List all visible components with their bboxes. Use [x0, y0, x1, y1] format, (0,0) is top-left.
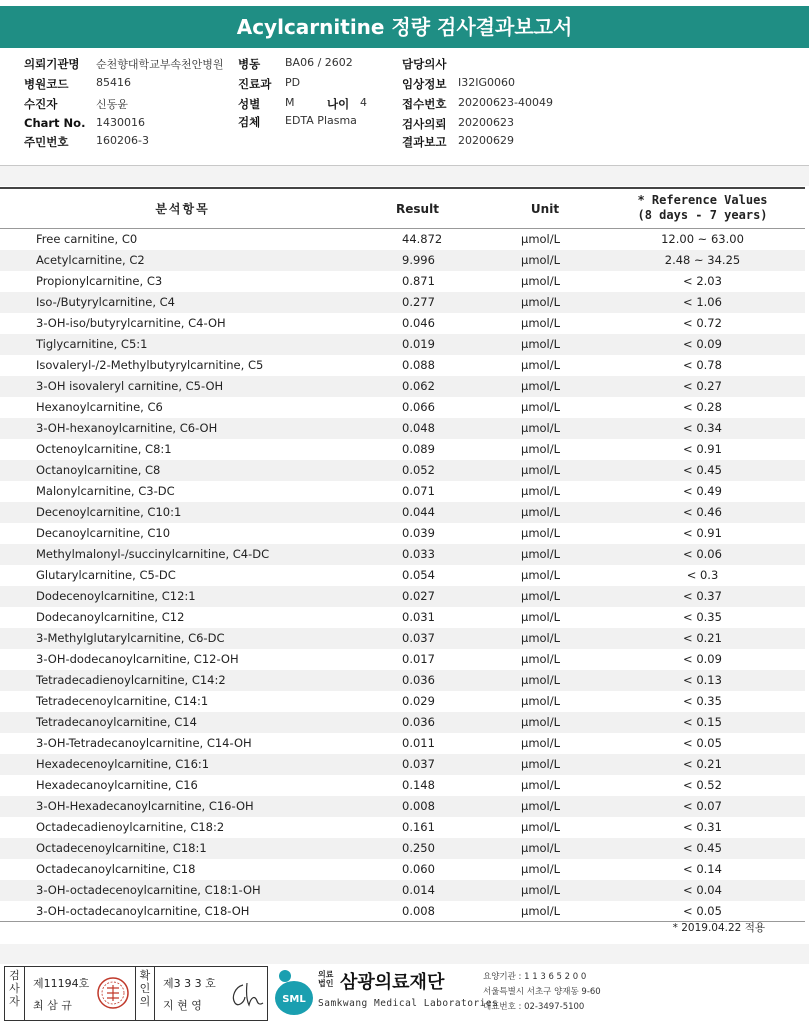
footer-band [0, 944, 809, 964]
unit-value: μmol/L [521, 526, 561, 540]
table-row [0, 796, 805, 817]
confirmer-name: 지 현 영 [163, 999, 202, 1012]
reference-value: < 0.13 [683, 673, 722, 687]
ward-label: 병동 [238, 57, 261, 71]
hospital-label: 의뢰기관명 [24, 57, 80, 71]
sex-value: M [285, 96, 295, 109]
reference-value: < 0.52 [683, 778, 722, 792]
table-row [0, 712, 805, 733]
reference-value: < 0.91 [683, 442, 722, 456]
reference-value: < 0.37 [683, 589, 722, 603]
analyte-name: 3-OH-dodecanoylcarnitine, C12-OH [36, 652, 239, 666]
reference-value: 2.48 ~ 34.25 [664, 253, 741, 267]
result-value: 0.062 [402, 379, 435, 393]
analyte-name: Octanoylcarnitine, C8 [36, 463, 161, 477]
analyte-name: 3-Methylglutarylcarnitine, C6-DC [36, 631, 225, 645]
analyte-name: Iso-/Butyrylcarnitine, C4 [36, 295, 175, 309]
table-row [0, 313, 805, 334]
result-value: 0.014 [402, 883, 435, 897]
unit-value: μmol/L [521, 463, 561, 477]
hospital-code-value: 85416 [96, 76, 131, 89]
reference-value: < 0.05 [683, 736, 722, 750]
patient-info-section [0, 48, 809, 166]
unit-value: μmol/L [521, 316, 561, 330]
result-value: 0.148 [402, 778, 435, 792]
tester-license: 제11194호 [33, 977, 90, 990]
reference-value: < 0.34 [683, 421, 722, 435]
table-row [0, 523, 805, 544]
reference-value: < 0.07 [683, 799, 722, 813]
patient-value: 신동윤 [96, 98, 128, 111]
result-value: 0.250 [402, 841, 435, 855]
table-row [0, 229, 805, 250]
reference-value: < 0.14 [683, 862, 722, 876]
unit-value: μmol/L [521, 715, 561, 729]
analyte-name: 3-OH-iso/butyrylcarnitine, C4-OH [36, 316, 226, 330]
table-row [0, 649, 805, 670]
unit-value: μmol/L [521, 295, 561, 309]
chart-no-label: Chart No. [24, 116, 86, 130]
unit-value: μmol/L [521, 274, 561, 288]
header-result: Result [396, 202, 439, 216]
result-value: 0.036 [402, 715, 435, 729]
reference-value: < 0.72 [683, 316, 722, 330]
reference-value: < 0.09 [683, 337, 722, 351]
sex-label: 성별 [238, 97, 261, 111]
unit-value: μmol/L [521, 442, 561, 456]
patient-label: 수진자 [24, 97, 58, 111]
report-date-value: 20200629 [458, 134, 514, 147]
header-reference [600, 189, 805, 229]
table-row [0, 817, 805, 838]
result-value: 0.060 [402, 862, 435, 876]
analyte-name: Malonylcarnitine, C3-DC [36, 484, 175, 498]
table-row [0, 733, 805, 754]
table-row [0, 565, 805, 586]
result-value: 0.011 [402, 736, 435, 750]
header-reference-line2: (8 days - 7 years) [637, 208, 768, 222]
unit-value: μmol/L [521, 589, 561, 603]
table-row [0, 838, 805, 859]
specimen-label: 검체 [238, 115, 261, 129]
reference-value: < 0.45 [683, 463, 722, 477]
table-body [0, 229, 805, 922]
reference-value: < 0.35 [683, 694, 722, 708]
reference-value: < 0.46 [683, 505, 722, 519]
resident-no-label: 주민번호 [24, 135, 69, 149]
table-row [0, 901, 805, 922]
doctor-label: 담당의사 [402, 57, 447, 71]
table-row [0, 544, 805, 565]
reference-value: 12.00 ~ 63.00 [661, 232, 744, 246]
unit-value: μmol/L [521, 505, 561, 519]
tester-label: 검 사 자 [5, 967, 25, 1020]
results-table [0, 187, 805, 922]
analyte-name: Dodecanoylcarnitine, C12 [36, 610, 185, 624]
unit-value: μmol/L [521, 757, 561, 771]
receipt-no-value: 20200623-40049 [458, 96, 553, 109]
table-row [0, 376, 805, 397]
resident-no-value: 160206-3 [96, 134, 149, 147]
hospital-code-label: 병원코드 [24, 77, 69, 91]
ward-value: BA06 / 2602 [285, 56, 353, 69]
reference-value: < 0.91 [683, 526, 722, 540]
hospital-value: 순천향대학교부속천안병원 [96, 58, 224, 71]
analyte-name: Tetradecenoylcarnitine, C14:1 [36, 694, 209, 708]
reference-value: < 0.3 [686, 568, 719, 582]
unit-value: μmol/L [521, 862, 561, 876]
confirmer-label: 확 인 의 [135, 967, 155, 1020]
sml-logo-icon [272, 968, 314, 1018]
analyte-name: Octadecadienoylcarnitine, C18:2 [36, 820, 225, 834]
analyte-name: Hexadecanoylcarnitine, C16 [36, 778, 198, 792]
analyte-name: 3-OH-Tetradecanoylcarnitine, C14-OH [36, 736, 252, 750]
separator-band [0, 166, 809, 186]
unit-value: μmol/L [521, 841, 561, 855]
reference-value: < 0.31 [683, 820, 722, 834]
result-value: 0.008 [402, 904, 435, 918]
result-value: 0.054 [402, 568, 435, 582]
reference-value: < 0.45 [683, 841, 722, 855]
analyte-name: Tetradecanoylcarnitine, C14 [36, 715, 197, 729]
confirmer-license: 제3 3 3 호 [163, 977, 216, 990]
lab-name-english: Samkwang Medical Laboratories [318, 998, 499, 1009]
reference-value: < 1.06 [683, 295, 722, 309]
lab-name-korean: 삼광의료재단 [340, 972, 445, 993]
reference-value: < 0.35 [683, 610, 722, 624]
svg-text:SML: SML [282, 994, 306, 1005]
analyte-name: Isovaleryl-/2-Methylbutyrylcarnitine, C5 [36, 358, 264, 372]
table-row [0, 334, 805, 355]
analyte-name: Octadecanoylcarnitine, C18 [36, 862, 196, 876]
footnote: * 2019.04.22 적용 [672, 922, 765, 934]
result-value: 0.019 [402, 337, 435, 351]
unit-value: μmol/L [521, 484, 561, 498]
result-value: 0.066 [402, 400, 435, 414]
age-label: 나이 [327, 97, 350, 111]
table-row [0, 859, 805, 880]
analyte-name: Glutarylcarnitine, C5-DC [36, 568, 176, 582]
report-date-label: 결과보고 [402, 135, 447, 149]
header-unit: Unit [530, 202, 560, 216]
analyte-name: Decanoylcarnitine, C10 [36, 526, 171, 540]
clinical-info-value: I32IG0060 [458, 76, 516, 89]
result-value: 0.037 [402, 631, 435, 645]
reference-value: < 0.06 [683, 547, 722, 561]
analyte-name: Decenoylcarnitine, C10:1 [36, 505, 182, 519]
unit-value: μmol/L [521, 673, 561, 687]
analyte-name: Tetradecadienoylcarnitine, C14:2 [36, 673, 226, 687]
reference-value: < 2.03 [683, 274, 722, 288]
unit-value: μmol/L [521, 883, 561, 897]
result-value: 0.089 [402, 442, 435, 456]
reference-value: < 0.21 [683, 631, 722, 645]
analyte-name: Hexanoylcarnitine, C6 [36, 400, 163, 414]
analyte-name: Octenoylcarnitine, C8:1 [36, 442, 172, 456]
reference-value: < 0.27 [683, 379, 722, 393]
unit-value: μmol/L [521, 799, 561, 813]
table-row [0, 502, 805, 523]
result-value: 0.071 [402, 484, 435, 498]
result-value: 9.996 [402, 253, 435, 267]
lab-legal-label: 의료 법인 [318, 970, 334, 988]
result-value: 0.088 [402, 358, 435, 372]
header-reference-line1: * Reference Values [637, 193, 768, 207]
result-value: 0.029 [402, 694, 435, 708]
unit-value: μmol/L [521, 904, 561, 918]
department-label: 진료과 [238, 77, 272, 91]
result-value: 0.033 [402, 547, 435, 561]
table-row [0, 271, 805, 292]
analyte-name: Acetylcarnitine, C2 [36, 253, 145, 267]
unit-value: μmol/L [521, 736, 561, 750]
analyte-name: 3-OH-hexanoylcarnitine, C6-OH [36, 421, 218, 435]
table-row [0, 292, 805, 313]
table-row [0, 754, 805, 775]
department-value: PD [285, 76, 301, 89]
table-row [0, 481, 805, 502]
receipt-no-label: 접수번호 [402, 97, 447, 111]
result-value: 0.036 [402, 673, 435, 687]
clinical-info-label: 임상정보 [402, 77, 447, 91]
reference-value: < 0.28 [683, 400, 722, 414]
analyte-name: Methylmalonyl-/succinylcarnitine, C4-DC [36, 547, 270, 561]
lab-address: 서울특별시 서초구 양재동 9-60 [483, 987, 601, 997]
analyte-name: Tiglycarnitine, C5:1 [36, 337, 148, 351]
table-row [0, 355, 805, 376]
table-row [0, 418, 805, 439]
reference-value: < 0.21 [683, 757, 722, 771]
unit-value: μmol/L [521, 358, 561, 372]
signature-box [4, 966, 268, 1021]
result-value: 0.039 [402, 526, 435, 540]
lab-code: 요양기관 : 1 1 3 6 5 2 0 0 [483, 972, 587, 982]
result-value: 0.008 [402, 799, 435, 813]
unit-value: μmol/L [521, 421, 561, 435]
analyte-name: Dodecenoylcarnitine, C12:1 [36, 589, 196, 603]
result-value: 0.031 [402, 610, 435, 624]
table-row [0, 439, 805, 460]
unit-value: μmol/L [521, 400, 561, 414]
result-value: 0.161 [402, 820, 435, 834]
age-value: 4 [360, 96, 367, 109]
tester-seal-icon [95, 975, 131, 1011]
result-value: 0.277 [402, 295, 435, 309]
table-header [0, 187, 805, 229]
result-value: 0.044 [402, 505, 435, 519]
reference-value: < 0.04 [683, 883, 722, 897]
tester-name: 최 삼 규 [33, 999, 72, 1012]
reference-value: < 0.15 [683, 715, 722, 729]
unit-value: μmol/L [521, 379, 561, 393]
table-row [0, 880, 805, 901]
unit-value: μmol/L [521, 232, 561, 246]
result-value: 0.017 [402, 652, 435, 666]
reference-value: < 0.49 [683, 484, 722, 498]
request-date-label: 검사의뢰 [402, 117, 447, 131]
result-value: 0.037 [402, 757, 435, 771]
confirmer-signature-icon [227, 979, 265, 1011]
reference-value: < 0.09 [683, 652, 722, 666]
reference-value: < 0.05 [683, 904, 722, 918]
result-value: 0.048 [402, 421, 435, 435]
unit-value: μmol/L [521, 253, 561, 267]
unit-value: μmol/L [521, 778, 561, 792]
specimen-value: EDTA Plasma [285, 114, 357, 127]
unit-value: μmol/L [521, 694, 561, 708]
table-row [0, 460, 805, 481]
result-value: 0.046 [402, 316, 435, 330]
analyte-name: Hexadecenoylcarnitine, C16:1 [36, 757, 210, 771]
analyte-name: 3-OH-Hexadecanoylcarnitine, C16-OH [36, 799, 254, 813]
lab-contact [483, 970, 601, 1015]
result-value: 44.872 [402, 232, 443, 246]
analyte-name: 3-OH-octadecanoylcarnitine, C18-OH [36, 904, 250, 918]
table-row [0, 607, 805, 628]
reference-value: < 0.78 [683, 358, 722, 372]
table-row [0, 586, 805, 607]
analyte-name: 3-OH isovaleryl carnitine, C5-OH [36, 379, 224, 393]
table-row [0, 628, 805, 649]
unit-value: μmol/L [521, 820, 561, 834]
header-item: 분석항목 [155, 202, 210, 216]
unit-value: μmol/L [521, 337, 561, 351]
table-row [0, 775, 805, 796]
unit-value: μmol/L [521, 631, 561, 645]
result-value: 0.871 [402, 274, 435, 288]
analyte-name: 3-OH-octadecenoylcarnitine, C18:1-OH [36, 883, 261, 897]
request-date-value: 20200623 [458, 116, 514, 129]
table-row [0, 250, 805, 271]
result-value: 0.052 [402, 463, 435, 477]
unit-value: μmol/L [521, 652, 561, 666]
analyte-name: Octadecenoylcarnitine, C18:1 [36, 841, 207, 855]
report-title: Acylcarnitine 정량 검사결과보고서 [0, 6, 809, 48]
analyte-name: Propionylcarnitine, C3 [36, 274, 163, 288]
lab-phone: 대표번호 : 02-3497-5100 [483, 1002, 585, 1012]
table-row [0, 670, 805, 691]
chart-no-value: 1430016 [96, 116, 145, 129]
table-row [0, 691, 805, 712]
unit-value: μmol/L [521, 568, 561, 582]
analyte-name: Free carnitine, C0 [36, 232, 138, 246]
table-row [0, 397, 805, 418]
result-value: 0.027 [402, 589, 435, 603]
unit-value: μmol/L [521, 547, 561, 561]
unit-value: μmol/L [521, 610, 561, 624]
